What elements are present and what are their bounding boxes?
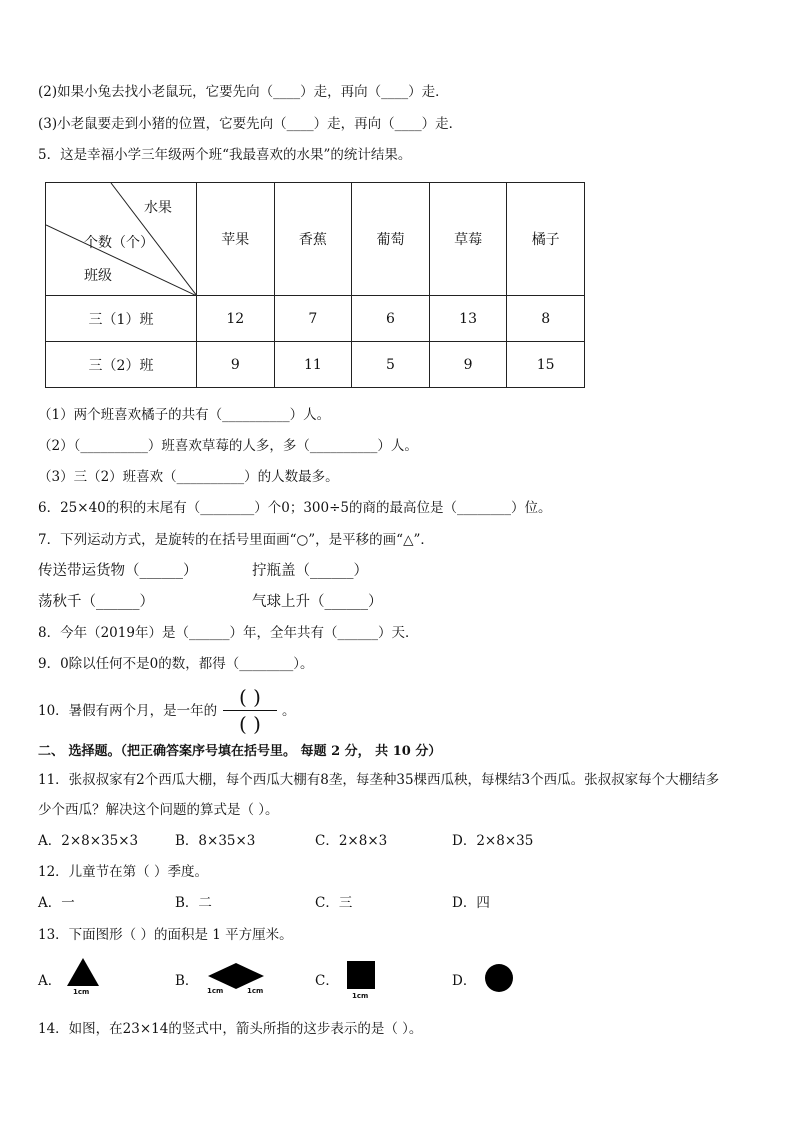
header-count-label: 个数（个） xyxy=(84,235,154,251)
table-cell: 9 xyxy=(197,342,275,388)
q7-item: 气球上升（______） xyxy=(252,594,383,610)
diagonal-header-cell xyxy=(46,183,197,296)
table-cell: 11 xyxy=(274,342,352,388)
table-cell: 9 xyxy=(429,342,507,388)
q5-sub3: （3）三（2）班喜欢（__________）的人数最多。 xyxy=(38,469,339,485)
table-row xyxy=(46,342,585,388)
q8-text: 8．今年（2019年）是（______）年，全年共有（______）天． xyxy=(38,625,419,641)
unit-label: 1cm xyxy=(73,988,90,996)
column-header: 苹果 xyxy=(197,183,275,296)
column-header: 草莓 xyxy=(429,183,507,296)
rhombus-shape xyxy=(208,963,264,989)
q12-text: 12．儿童节在第（ ）季度。 xyxy=(38,864,208,880)
row-label: 三（1）班 xyxy=(46,296,197,342)
q14-text: 14．如图，在23×14的竖式中，箭头所指的这步表示的是（ ）。 xyxy=(38,1021,423,1037)
table-row xyxy=(46,296,585,342)
q11-option-a: A．2×8×35×3 xyxy=(38,833,139,849)
q11-line1: 11．张叔叔家有2个西瓜大棚，每个西瓜大棚有8垄，每垄种35棵西瓜秧，每棵结3个西瓜。张叔叔家每个大棚结多 xyxy=(38,772,720,788)
table-cell: 13 xyxy=(429,296,507,342)
q12-option-a: A．一 xyxy=(38,895,75,911)
q9-text: 9．0除以任何不是0的数，都得（________）。 xyxy=(38,656,314,672)
q13-option-c: C． xyxy=(315,973,339,989)
table-cell: 7 xyxy=(274,296,352,342)
fraction-bar xyxy=(223,710,277,711)
table-header-row xyxy=(46,183,585,296)
section-2-heading: 二、 选择题。（把正确答案序号填在括号里。 每题 2 分， 共 10 分） xyxy=(38,744,442,759)
unit-label: 1cm xyxy=(207,987,224,995)
q13-option-b: B． xyxy=(175,973,199,989)
q6-text: 6．25×40的积的末尾有（________）个0；300÷5的商的最高位是（________）位。 xyxy=(38,500,552,516)
q10-fraction xyxy=(223,686,277,736)
q5-title: 5．这是幸福小学三年级两个班“我最喜欢的水果”的统计结果。 xyxy=(38,147,412,163)
table-cell: 12 xyxy=(197,296,275,342)
column-header: 葡萄 xyxy=(352,183,430,296)
unit-label: 1cm xyxy=(247,987,264,995)
q11-option-c: C．2×8×3 xyxy=(315,833,388,849)
table-cell: 15 xyxy=(507,342,585,388)
fraction-denominator: ( ) xyxy=(239,712,261,736)
q12-option-b: B．二 xyxy=(175,895,212,911)
fraction-numerator: ( ) xyxy=(239,685,261,709)
q7-item: 拧瓶盖（______） xyxy=(252,563,368,579)
table-cell: 8 xyxy=(507,296,585,342)
q13-option-a: A． xyxy=(38,973,62,989)
row-label: 三（2）班 xyxy=(46,342,197,388)
q10-end: 。 xyxy=(282,703,296,719)
q10-text: 10．暑假有两个月，是一年的 xyxy=(38,703,218,719)
q13-option-d: D． xyxy=(452,973,477,989)
q13-text: 13．下面图形（ ）的面积是 1 平方厘米。 xyxy=(38,927,293,943)
column-header: 香蕉 xyxy=(274,183,352,296)
q12-option-c: C．三 xyxy=(315,895,353,911)
header-class-label: 班级 xyxy=(84,268,112,284)
table-cell: 5 xyxy=(352,342,430,388)
q12-option-d: D．四 xyxy=(452,895,490,911)
table-cell: 6 xyxy=(352,296,430,342)
q7-title: 7．下列运动方式，是旋转的在括号里面画“○”，是平移的画“△”． xyxy=(38,532,434,548)
q7-item: 荡秋千（______） xyxy=(38,594,154,610)
column-header: 橘子 xyxy=(507,183,585,296)
q11-line2: 少个西瓜？解决这个问题的算式是（ ）。 xyxy=(38,802,279,818)
square-shape xyxy=(347,961,375,989)
unit-label: 1cm xyxy=(352,992,369,1000)
q7-item: 传送带运货物（______） xyxy=(38,563,198,579)
header-fruit-label: 水果 xyxy=(144,200,172,216)
circle-shape xyxy=(485,964,513,992)
q4-line2: (2)如果小兔去找小老鼠玩，它要先向（____）走，再向（____）走． xyxy=(38,84,449,100)
q4-line3: (3)小老鼠要走到小猪的位置，它要先向（____）走，再向（____）走． xyxy=(38,116,463,132)
q11-option-b: B．8×35×3 xyxy=(175,833,256,849)
q5-sub2: （2）（__________）班喜欢草莓的人多，多（__________）人。 xyxy=(38,438,418,454)
q5-sub1: （1）两个班喜欢橘子的共有（__________）人。 xyxy=(38,407,331,423)
q11-option-d: D．2×8×35 xyxy=(452,833,534,849)
triangle-shape xyxy=(67,958,99,986)
fruit-table xyxy=(45,182,585,388)
